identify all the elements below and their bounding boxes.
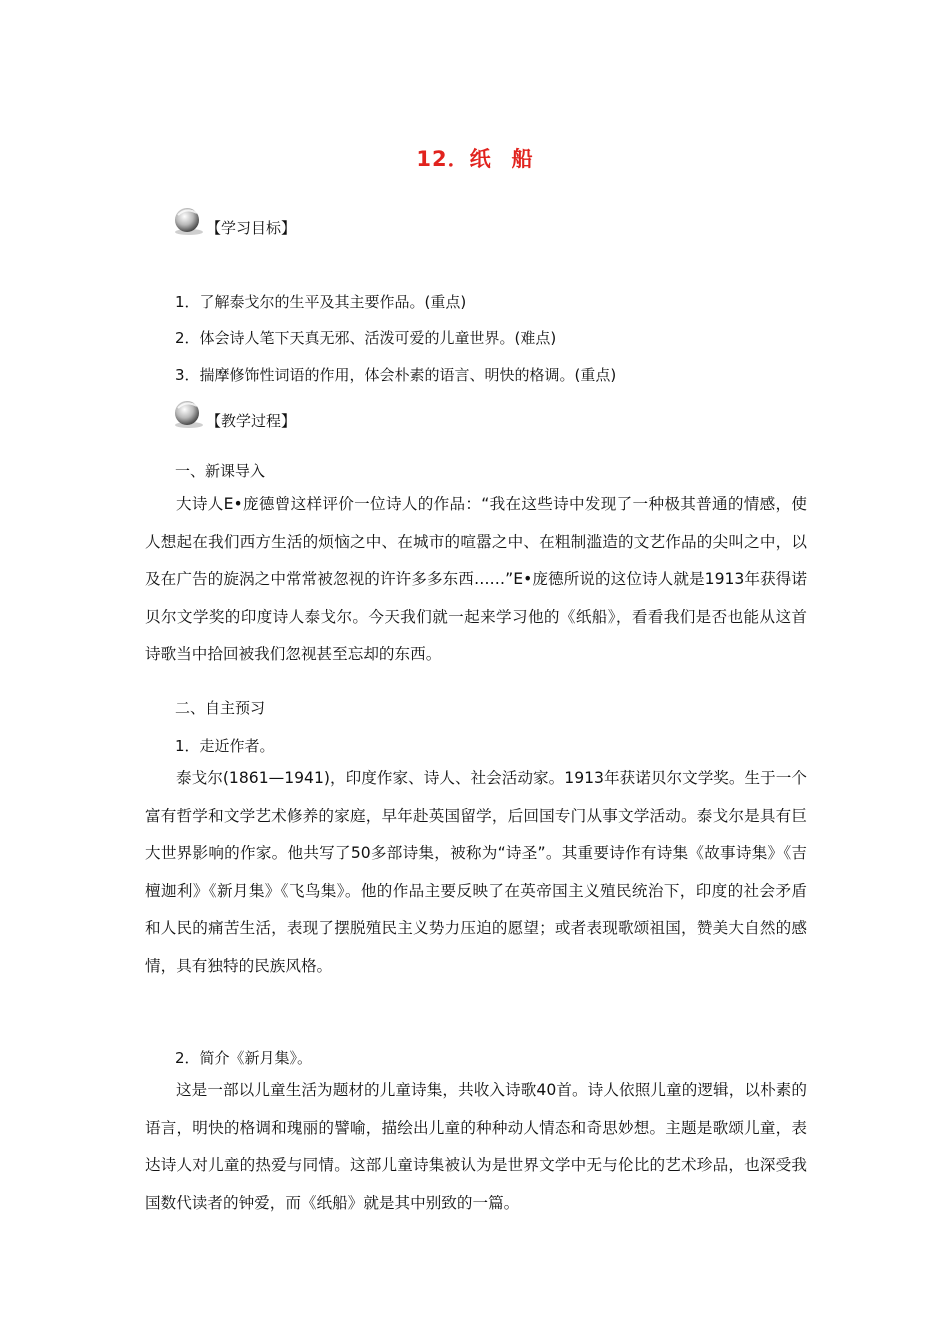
objective-item: 2．体会诗人笔下天真无邪、活泼可爱的儿童世界。(难点) <box>175 329 557 347</box>
heading-new-lesson: 一、新课导入 <box>175 462 266 480</box>
lesson-title-number: 12．纸 <box>416 147 492 171</box>
process-label: 【教学过程】 <box>206 412 297 430</box>
section-badge-icon <box>172 205 206 237</box>
objectives-label: 【学习目标】 <box>206 219 297 237</box>
lesson-title <box>0 143 950 173</box>
intro-paragraph: 大诗人E•庞德曾这样评价一位诗人的作品：“我在这些诗中发现了一种极其普通的情感，使人想起在我们西方生活的烦恼之中、在城市的喧嚣之中、在粗制滥造的文艺作品的尖叫之中，以及在广告的旋涡之中常常被忽视的许许多多东西……”E•庞德所说的这位诗人就是1913年获得诺贝尔文学奖的印度诗人泰戈尔。今天我们就一起来学习他的《纸船》，看看我们是否也能从这首诗歌当中拾回被我们忽视甚至忘却的东西。 <box>145 495 807 663</box>
section-badge-icon <box>172 398 206 430</box>
subheading-author: 1．走近作者。 <box>175 737 275 755</box>
author-paragraph: 泰戈尔(1861—1941)，印度作家、诗人、社会活动家。1913年获诺贝尔文学奖。生于一个富有哲学和文学艺术修养的家庭，早年赴英国留学，后回国专门从事文学活动。泰戈尔是具有巨大世界影响的作家。他共写了50多部诗集，被称为“诗圣”。其重要诗作有诗集《故事诗集》《吉檀迦利》《新月集》《飞鸟集》。他的作品主要反映了在英帝国主义殖民统治下，印度的社会矛盾和人民的痛苦生活，表现了摆脱殖民主义势力压迫的愿望；或者表现歌颂祖国，赞美大自然的感情，具有独特的民族风格。 <box>145 769 807 975</box>
lesson-title-word: 船 <box>511 147 534 171</box>
objective-item: 3．揣摩修饰性词语的作用，体会朴素的语言、明快的格调。(重点) <box>175 366 617 384</box>
subheading-book: 2．简介《新月集》。 <box>175 1049 313 1067</box>
book-paragraph: 这是一部以儿童生活为题材的儿童诗集，共收入诗歌40首。诗人依照儿童的逻辑，以朴素的语言，明快的格调和瑰丽的譬喻，描绘出儿童的种种动人情态和奇思妙想。主题是歌颂儿童，表达诗人对儿童的热爱与同情。这部儿童诗集被认为是世界文学中无与伦比的艺术珍品，也深受我国数代读者的钟爱，而《纸船》就是其中别致的一篇。 <box>145 1081 807 1212</box>
objective-item: 1．了解泰戈尔的生平及其主要作品。(重点) <box>175 293 467 311</box>
heading-self-study: 二、自主预习 <box>175 699 266 717</box>
